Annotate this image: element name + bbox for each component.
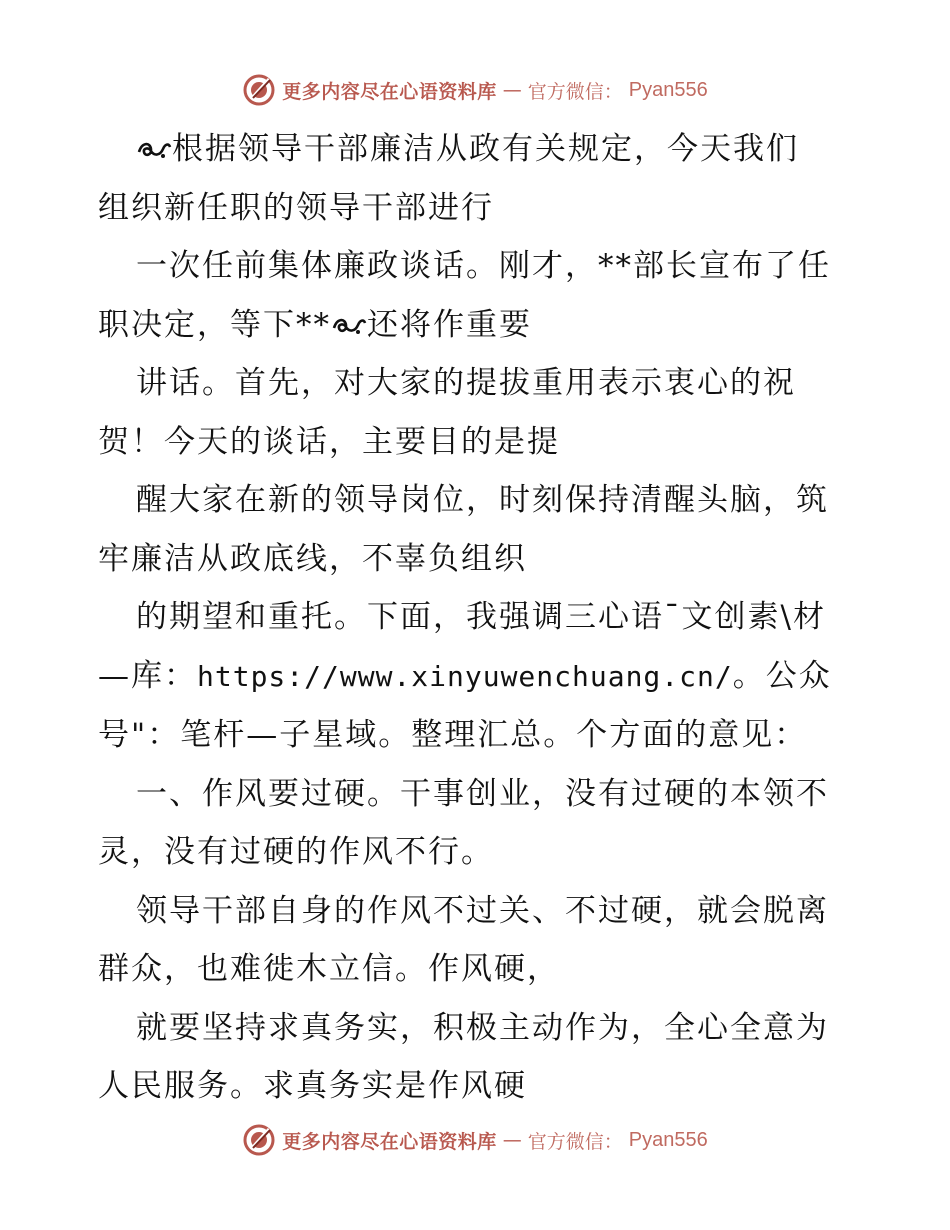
paragraph-5-line-2 — [98, 647, 858, 707]
paragraph-1 — [98, 120, 858, 237]
paragraph-2 — [98, 237, 858, 354]
paragraph-3 — [98, 354, 858, 471]
paragraph-3-line-1: 讲话。首先，对大家的提拔重用表示衷心的祝 — [136, 365, 796, 401]
paragraph-1-text-1: 根据领导干部廉洁从政有关规定，今天我们 — [172, 131, 799, 167]
paragraph-6-line-2: 灵，没有过硬的作风不行。 — [98, 834, 494, 870]
paragraph-4 — [98, 471, 858, 588]
paragraph-7-line-2: 群众，也难徙木立信。作风硬， — [98, 951, 560, 987]
paragraph-8-line-1: 就要坚持求真务实，积极主动作为，全心全意为 — [136, 1009, 829, 1046]
paragraph-5-text-2a: —库： — [98, 657, 197, 694]
paragraph-2-line-2 — [98, 296, 858, 355]
document-body — [98, 120, 858, 1116]
header-watermark-separator: — — [502, 79, 522, 101]
logo-icon — [242, 73, 276, 107]
header-watermark-label: 官方微信： — [527, 80, 623, 103]
paragraph-2-text-2b: 还将作重要 — [367, 306, 532, 343]
flourish-icon — [331, 312, 367, 338]
paragraph-2-line-1: 一次任前集体廉政谈话。刚才，**部长宣布了任 — [136, 248, 831, 284]
footer-watermark-title: 更多内容尽在心语资料库 — [282, 1130, 497, 1153]
flourish-icon — [136, 136, 172, 162]
paragraph-7 — [98, 882, 858, 999]
paragraph-1-line-2: 组织新任职的领导干部进行 — [98, 189, 494, 226]
paragraph-6-line-1: 一、作风要过硬。干事创业，没有过硬的本领不 — [136, 775, 829, 812]
footer-watermark-account: Pyan556 — [628, 1128, 708, 1151]
header-watermark-title: 更多内容尽在心语资料库 — [282, 80, 497, 103]
header-watermark-account: Pyan556 — [628, 78, 708, 101]
paragraph-5-line-1: 的期望和重托。下面，我强调三心语¯文创素\材 — [136, 599, 826, 635]
paragraph-6 — [98, 765, 858, 882]
paragraph-5-text-2c: 。公众 — [732, 657, 832, 694]
footer-watermark-label: 官方微信： — [527, 1130, 623, 1153]
header-watermark — [0, 70, 950, 110]
paragraph-3-line-2: 贺！今天的谈话，主要目的是提 — [98, 423, 560, 460]
footer-watermark-separator: — — [502, 1129, 522, 1151]
paragraph-5 — [98, 588, 858, 765]
paragraph-7-line-1: 领导干部自身的作风不过关、不过硬，就会脱离 — [136, 892, 829, 929]
logo-icon — [242, 1123, 276, 1157]
paragraph-1-line-1 — [98, 120, 858, 179]
footer-watermark — [0, 1120, 950, 1160]
paragraph-8-line-2: 人民服务。求真务实是作风硬 — [98, 1068, 527, 1104]
paragraph-2-text-2a: 职决定，等下** — [98, 306, 331, 343]
paragraph-5-line-3: 号"：笔杆—子星域。整理汇总。个方面的意见： — [98, 717, 808, 753]
paragraph-4-line-2: 牢廉洁从政底线，不辜负组织 — [98, 540, 527, 577]
paragraph-4-line-1: 醒大家在新的领导岗位，时刻保持清醒头脑，筑 — [136, 482, 829, 518]
paragraph-8 — [98, 999, 858, 1116]
source-url: https://www.xinyuwenchuang.cn/ — [197, 659, 733, 693]
